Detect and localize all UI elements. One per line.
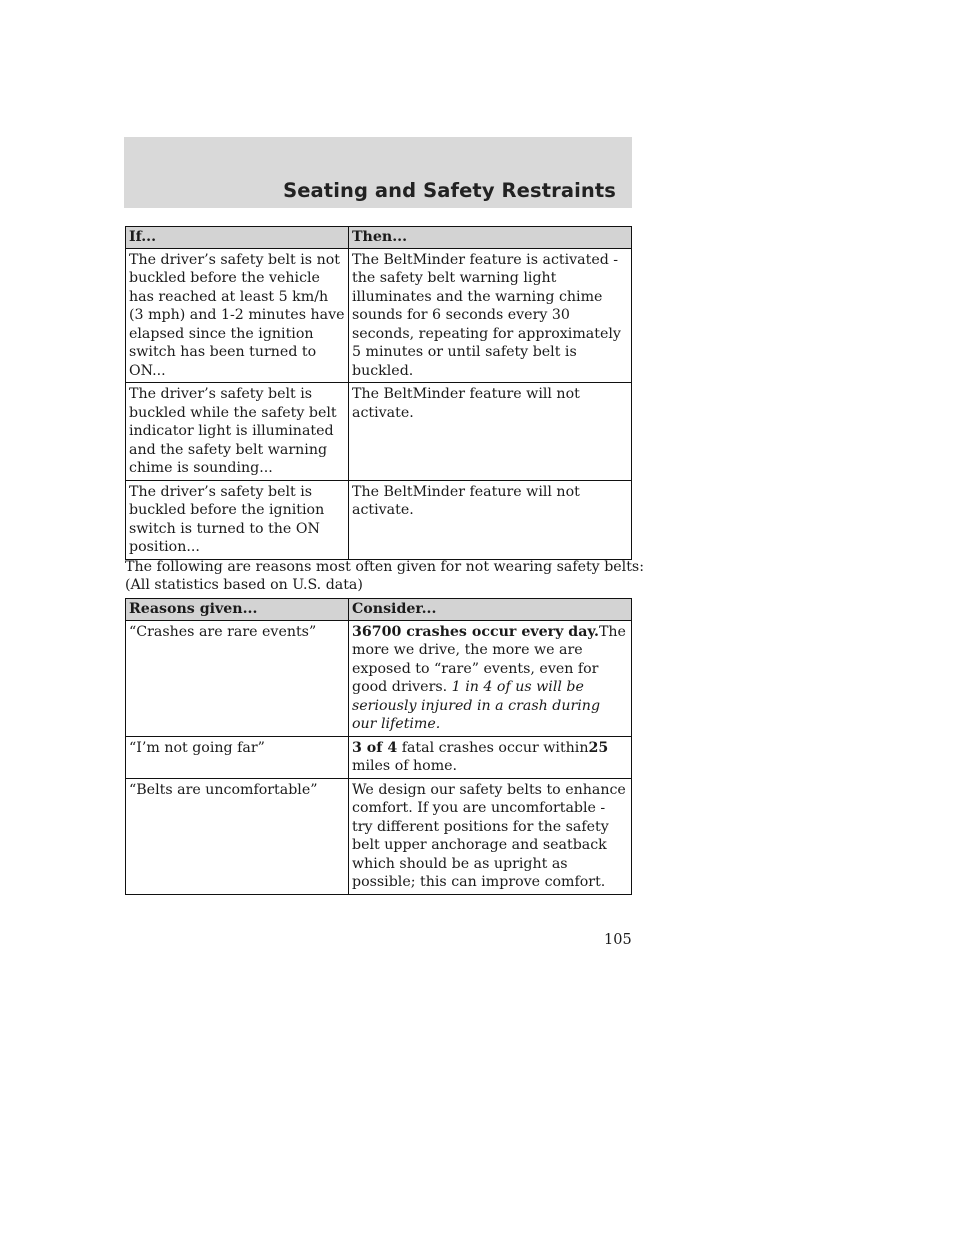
table-row — [126, 383, 632, 481]
consider-cell — [349, 736, 632, 778]
consider-text: fatal crashes occur within — [401, 739, 589, 756]
column-header-if: If... — [126, 227, 349, 249]
condition-cell: The driver’s safety belt is not buckled before the vehicle has reached at least 5 km/h (3 mph) and 1-2 minutes have elapsed since the ignition switch has been turned to ON... — [126, 248, 349, 383]
table-header-row — [126, 227, 632, 249]
result-cell: The BeltMinder feature will not activate. — [349, 480, 632, 559]
intro-paragraph — [125, 558, 645, 594]
column-header-reasons: Reasons given... — [126, 599, 349, 621]
reason-cell: “Crashes are rare events” — [126, 620, 349, 736]
condition-cell: The driver’s safety belt is buckled while the safety belt indicator light is illuminated and the safety belt warning chime is sounding... — [126, 383, 349, 481]
beltminder-table — [125, 226, 632, 560]
statistic-bold: 36700 crashes occur every day. — [352, 623, 599, 640]
result-cell: The BeltMinder feature will not activate. — [349, 383, 632, 481]
table-header-row — [126, 599, 632, 621]
section-title: Seating and Safety Restraints — [283, 179, 616, 202]
intro-note: (All statistics based on U.S. data) — [125, 577, 363, 593]
result-cell: The BeltMinder feature is activated - the safety belt warning light illuminates and the warning chime sounds for 6 seconds every 30 seconds, repeating for approximately 5 minutes or until safety belt is buckled. — [349, 248, 632, 383]
page-number: 105 — [604, 932, 632, 948]
column-header-consider: Consider... — [349, 599, 632, 621]
consider-text: miles of home. — [352, 758, 458, 774]
statistic-bold: 25 — [588, 739, 609, 756]
table-row — [126, 620, 632, 736]
reason-cell: “Belts are uncomfortable” — [126, 778, 349, 894]
intro-line: The following are reasons most often given for not wearing safety belts: — [125, 559, 644, 575]
consider-cell — [349, 620, 632, 736]
statistic-bold: 3 of 4 — [352, 739, 398, 756]
statistic-italic: 1 in 4 of us will be seriously injured in a crash during our lifetime. — [352, 679, 601, 732]
table-row — [126, 248, 632, 383]
reasons-table — [125, 598, 632, 895]
table-row — [126, 480, 632, 559]
table-row — [126, 736, 632, 778]
reason-cell: “I’m not going far” — [126, 736, 349, 778]
table-row — [126, 778, 632, 894]
consider-text: The more we drive, the more we are exposed to “rare” events, even for good drivers. — [352, 623, 626, 695]
column-header-then: Then... — [349, 227, 632, 249]
section-header-band — [124, 137, 632, 208]
condition-cell: The driver’s safety belt is buckled before the ignition switch is turned to the ON position... — [126, 480, 349, 559]
consider-cell: We design our safety belts to enhance comfort. If you are uncomfortable - try different positions for the safety belt upper anchorage and seatback which should be as upright as possible; this can improve comfort. — [349, 778, 632, 894]
